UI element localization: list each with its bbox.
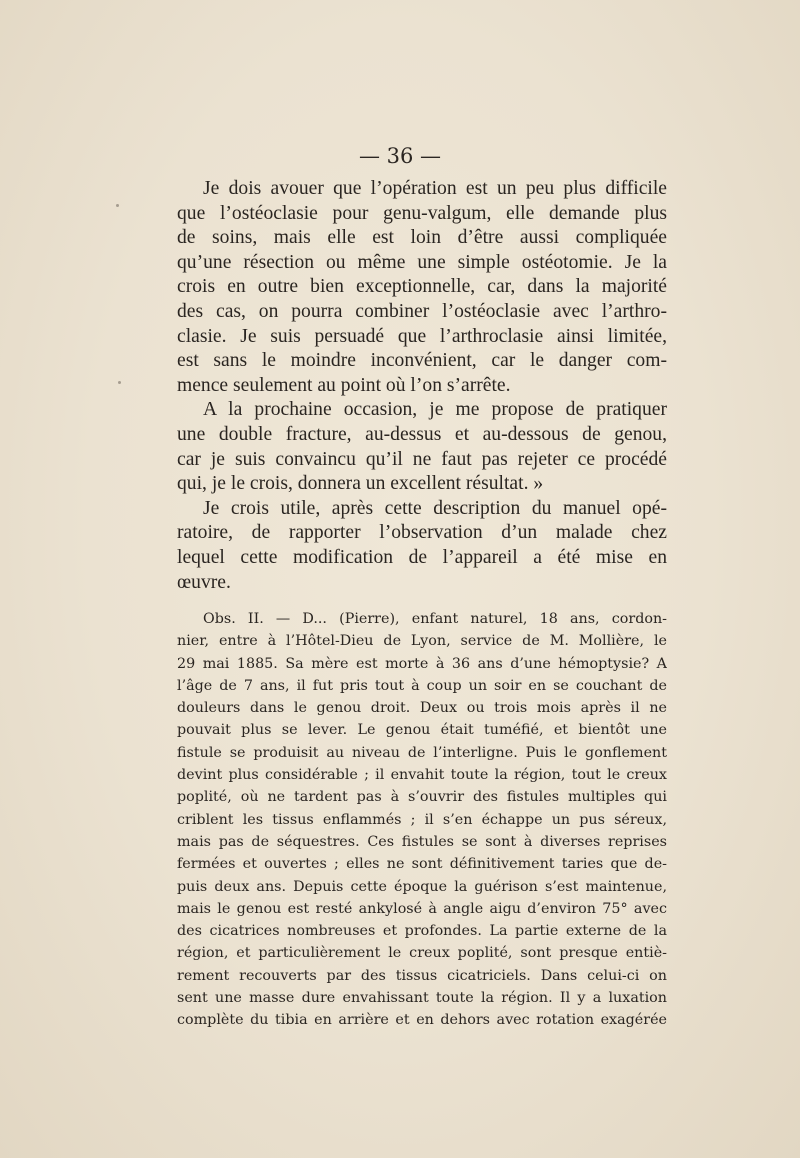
observation-line: poplité, où ne tardent pas à s’ouvrir des fistules multiples qui bbox=[177, 789, 667, 806]
page-number: — 36 — bbox=[358, 144, 442, 168]
observation-line: rement recouverts par des tissus cicatriciels. Dans celui-ci on bbox=[177, 967, 667, 984]
text-line: qui, je le crois, donnera un excellent résultat. » bbox=[177, 473, 544, 495]
observation-line: Obs. II. — D... (Pierre), enfant naturel, 18 ans, cordon- bbox=[203, 611, 667, 627]
text-line: Je crois utile, après cette description du manuel opé- bbox=[203, 497, 667, 519]
observation-line: 29 mai 1885. Sa mère est morte à 36 ans d’une hémoptysie? A bbox=[177, 655, 667, 672]
observation-line: devint plus considérable ; il envahit toute la région, tout le creux bbox=[177, 767, 667, 784]
text-line: ratoire, de rapporter l’observation d’un malade chez bbox=[177, 522, 667, 544]
text-line: crois en outre bien exceptionnelle, car, dans la majorité bbox=[177, 276, 667, 298]
observation-line: région, et particulièrement le creux poplité, sont presque entiè- bbox=[177, 945, 667, 962]
observation-line: criblent les tissus enflammés ; il s’en échappe un pus séreux, bbox=[177, 811, 667, 828]
text-line: A la prochaine occasion, je me propose de pratiquer bbox=[203, 399, 667, 421]
observation-line: mais le genou est resté ankylosé à angle aigu d’environ 75° avec bbox=[177, 900, 667, 917]
observation-line: sent une masse dure envahissant toute la région. Il y a luxation bbox=[177, 990, 667, 1007]
observation-line: puis deux ans. Depuis cette époque la guérison s’est maintenue, bbox=[177, 878, 667, 895]
text-line: que l’ostéoclasie pour genu-valgum, elle demande plus bbox=[177, 202, 667, 224]
observation-block bbox=[177, 608, 667, 1032]
text-line: car je suis convaincu qu’il ne faut pas rejeter ce procédé bbox=[177, 448, 667, 470]
observation-line: fistule se produisit au niveau de l’interligne. Puis le gonflement bbox=[177, 744, 667, 761]
text-line: des cas, on pourra combiner l’ostéoclasie avec l’arthro- bbox=[177, 300, 667, 322]
observation-line: des cicatrices nombreuses et profondes. La partie externe de la bbox=[177, 923, 667, 940]
text-line: œuvre. bbox=[177, 571, 231, 593]
observation-line: nier, entre à l’Hôtel-Dieu de Lyon, service de M. Mollière, le bbox=[177, 633, 667, 650]
observation-line: complète du tibia en arrière et en dehors avec rotation exagérée bbox=[177, 1012, 667, 1029]
observation-line: fermées et ouvertes ; elles ne sont définitivement taries que de- bbox=[177, 856, 667, 873]
text-line: mence seulement au point où l’on s’arrête. bbox=[177, 374, 511, 396]
text-line: qu’une résection ou même une simple ostéotomie. Je la bbox=[177, 251, 667, 273]
paper-speck bbox=[118, 381, 121, 384]
text-line: une double fracture, au-dessus et au-dessous de genou, bbox=[177, 423, 667, 445]
text-line: lequel cette modification de l’appareil a été mise en bbox=[177, 546, 667, 568]
text-line: de soins, mais elle est loin d’être aussi compliquée bbox=[177, 227, 667, 249]
observation-line: douleurs dans le genou droit. Deux ou trois mois après il ne bbox=[177, 700, 667, 717]
paper-speck bbox=[116, 204, 119, 207]
text-line: clasie. Je suis persuadé que l’arthroclasie ainsi limitée, bbox=[177, 325, 667, 347]
text-line: est sans le moindre inconvénient, car le danger com- bbox=[177, 350, 667, 372]
main-text-block bbox=[177, 177, 667, 595]
observation-line: mais pas de séquestres. Ces fistules se sont à diverses reprises bbox=[177, 833, 667, 850]
observation-line: l’âge de 7 ans, il fut pris tout à coup un soir en se couchant de bbox=[177, 677, 667, 694]
text-line: Je dois avouer que l’opération est un peu plus difficile bbox=[203, 178, 667, 199]
observation-line: pouvait plus se lever. Le genou était tuméfié, et bientôt une bbox=[177, 722, 667, 739]
